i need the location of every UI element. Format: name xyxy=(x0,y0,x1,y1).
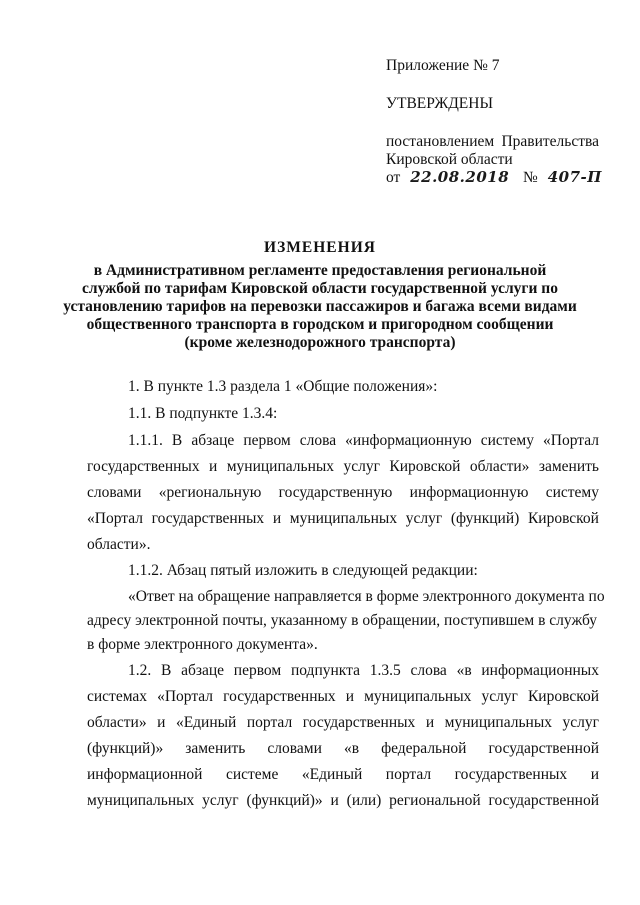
paragraph-1-1-1-line-2 xyxy=(87,458,599,476)
word: слова xyxy=(299,432,337,449)
word: муниципальных xyxy=(226,458,335,475)
word: заменить xyxy=(538,458,599,475)
date-line xyxy=(386,168,602,187)
word: государственных xyxy=(223,688,336,705)
word: В xyxy=(161,662,172,679)
handwritten-number: 407-П xyxy=(547,168,602,186)
word: государственных xyxy=(151,510,265,527)
word: услуг xyxy=(202,792,239,809)
title-line-1: в Административном регламенте предоставления региональной xyxy=(93,262,547,279)
paragraph-1-1: 1.1. В подпункте 1.3.4: xyxy=(128,405,278,422)
title-line-5: (кроме железнодорожного транспорта) xyxy=(184,334,456,351)
word: (или) xyxy=(346,792,382,809)
word: «информационную xyxy=(345,432,472,449)
word: первом xyxy=(243,432,291,449)
word: услуг xyxy=(343,458,380,475)
paragraph-1-2-line-6 xyxy=(87,792,599,810)
word: информационной xyxy=(87,766,203,783)
word: области» xyxy=(469,458,530,475)
word: абзаце xyxy=(191,432,235,449)
word: «Портал xyxy=(157,688,214,705)
word: и xyxy=(425,714,435,731)
word: первом xyxy=(233,662,282,679)
word: государственных xyxy=(454,766,568,783)
document-heading: ИЗМЕНЕНИЯ xyxy=(264,239,376,256)
word: услуг xyxy=(481,688,518,705)
paragraph-1: 1. В пункте 1.3 раздела 1 «Общие положения»: xyxy=(128,378,438,395)
word: портал xyxy=(246,714,293,731)
word: и xyxy=(330,792,339,809)
word: и xyxy=(590,766,599,783)
approved-by-word2: Правительства xyxy=(501,133,599,150)
paragraph-1-2-line-3 xyxy=(87,714,599,732)
word: 1.3.5 xyxy=(369,662,401,679)
word: 1.1.1. xyxy=(128,432,163,449)
word: региональной xyxy=(389,792,481,809)
word: систему xyxy=(480,432,534,449)
word: государственных xyxy=(302,714,416,731)
word: портал xyxy=(385,766,432,783)
word: информационных xyxy=(481,662,599,679)
approved-label: УТВЕРЖДЕНЫ xyxy=(386,95,493,112)
appendix-label: Приложение № 7 xyxy=(386,57,500,74)
word: услуг xyxy=(405,510,443,527)
word: и xyxy=(272,510,282,527)
word: «Единый xyxy=(175,714,237,731)
word: (функций) xyxy=(450,510,520,527)
word: и xyxy=(345,688,355,705)
paragraph-1-1-1-line-4 xyxy=(87,510,599,528)
paragraph-1-1-1-line-3 xyxy=(87,484,599,502)
word: системах xyxy=(87,688,148,705)
handwritten-date: 22.08.2018 xyxy=(410,168,510,186)
word: (функций)» xyxy=(246,792,323,809)
word: подпункта xyxy=(290,662,360,679)
word: словами xyxy=(87,484,142,501)
number-prefix: № xyxy=(523,169,538,186)
word: «в xyxy=(343,740,360,757)
word: В xyxy=(171,432,183,449)
paragraph-1-2-line-5 xyxy=(87,766,599,784)
word: государственной xyxy=(488,740,599,757)
word: муниципальных xyxy=(87,792,195,809)
word: Кировской xyxy=(527,510,599,527)
title-line-3: установлению тарифов на перевозки пассажиров и багажа всеми видами xyxy=(63,298,577,315)
word: муниципальных xyxy=(364,688,472,705)
quote-line-2: адресу электронной почты, указанному в обращении, поступившем в службу xyxy=(87,612,598,629)
word: Кировской xyxy=(389,458,461,475)
paragraph-1-2-line-1 xyxy=(128,662,599,680)
word: государственную xyxy=(278,484,393,501)
word: «Портал xyxy=(543,432,599,449)
word: «в xyxy=(456,662,472,679)
word: государственных xyxy=(87,458,200,475)
title-line-2: службой по тарифам Кировской области государственной услуги по xyxy=(82,280,558,297)
word: «региональную xyxy=(158,484,262,501)
paragraph-1-1-1-line-5: области». xyxy=(87,536,151,553)
quote-line-3: в форме электронного документа». xyxy=(87,636,318,653)
approved-by-line1 xyxy=(386,133,599,151)
word: 1.2. xyxy=(128,662,152,679)
word: (функций)» xyxy=(87,740,164,757)
word: федеральной xyxy=(381,740,467,757)
paragraph-1-2-line-2 xyxy=(87,688,599,706)
word: информационную xyxy=(409,484,529,501)
word: услуг xyxy=(562,714,599,731)
word: и xyxy=(157,714,166,731)
word: Кировской xyxy=(527,688,599,705)
word: слова xyxy=(410,662,447,679)
word: муниципальных xyxy=(444,714,552,731)
word: «Портал xyxy=(87,510,143,527)
approved-by-line2: Кировской области xyxy=(386,151,513,168)
title-line-4: общественного транспорта в городском и пригородном сообщении xyxy=(86,316,554,333)
word: муниципальных xyxy=(289,510,398,527)
word: абзаце xyxy=(181,662,225,679)
word: заменить xyxy=(185,740,246,757)
paragraph-1-1-1-line-1 xyxy=(128,432,599,450)
word: словами xyxy=(267,740,322,757)
quote-line-1: «Ответ на обращение направляется в форме электронного документа по xyxy=(128,588,605,605)
word: «Единый xyxy=(301,766,363,783)
paragraph-1-2-line-4 xyxy=(87,740,599,758)
word: системе xyxy=(225,766,279,783)
word: государственной xyxy=(488,792,599,809)
approved-by-word1: постановлением xyxy=(386,133,495,150)
word: и xyxy=(209,458,218,475)
word: области» xyxy=(87,714,147,731)
word: систему xyxy=(545,484,599,501)
date-prefix: от xyxy=(386,169,401,186)
paragraph-1-1-2: 1.1.2. Абзац пятый изложить в следующей редакции: xyxy=(128,562,478,579)
